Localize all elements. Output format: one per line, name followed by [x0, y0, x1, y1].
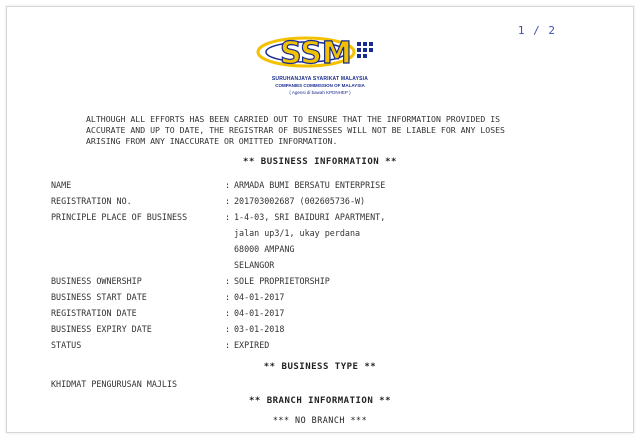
registration-date-value: 04-01-2017 [234, 308, 285, 318]
address-line: 1-4-03, SRI BAIDURI APARTMENT, [234, 212, 386, 222]
colon: : [225, 324, 231, 334]
start-date-value: 04-01-2017 [234, 292, 285, 302]
ownership-label: BUSINESS OWNERSHIP [51, 276, 142, 286]
business-info-heading: ** BUSINESS INFORMATION ** [243, 157, 397, 167]
business-type-value: KHIDMAT PENGURUSAN MAJLIS [51, 379, 178, 389]
colon: : [225, 308, 231, 318]
page-indicator: 1 / 2 [517, 24, 556, 37]
disclaimer-line: ARISING FROM ANY INACCURATE OR OMITTED INFORMATION. [86, 136, 338, 146]
disclaimer-line: ALTHOUGH ALL EFFORTS HAS BEEN CARRIED OUT TO ENSURE THAT THE INFORMATION PROVIDED IS [86, 114, 501, 124]
status-value: EXPIRED [234, 340, 270, 350]
name-label: NAME [51, 180, 72, 190]
business-type-heading: ** BUSINESS TYPE ** [263, 362, 377, 372]
branch-info-value: *** NO BRANCH *** [272, 415, 368, 425]
logo-text: SSM [280, 36, 352, 71]
registration-no-label: REGISTRATION NO. [51, 196, 132, 206]
expiry-date-label: BUSINESS EXPIRY DATE [51, 324, 152, 334]
start-date-label: BUSINESS START DATE [51, 292, 147, 302]
colon: : [225, 212, 231, 222]
colon: : [225, 196, 231, 206]
address-line: jalan up3/1, ukay perdana [234, 228, 361, 238]
branch-info-heading: ** BRANCH INFORMATION ** [248, 396, 392, 406]
colon: : [225, 292, 231, 302]
org-name-english: COMPANIES COMMISSION OF MALAYSIA [275, 83, 365, 88]
org-name-malay: SURUHANJAYA SYARIKAT MALAYSIA [271, 76, 369, 82]
expiry-date-value: 03-01-2018 [234, 324, 285, 334]
name-value: ARMADA BUMI BERSATU ENTERPRISE [234, 180, 386, 190]
disclaimer-line: ACCURATE AND UP TO DATE, THE REGISTRAR OF BUSINESSES WILL NOT BE LIABLE FOR ANY LOSES [86, 125, 505, 135]
ssm-logo [254, 30, 384, 108]
address-line: SELANGOR [234, 260, 275, 270]
status-label: STATUS [51, 340, 82, 350]
colon: : [225, 276, 231, 286]
disclaimer [86, 114, 546, 147]
address-line: 68000 AMPANG [234, 244, 295, 254]
colon: : [225, 180, 231, 190]
colon: : [225, 340, 231, 350]
ownership-value: SOLE PROPRIETORSHIP [234, 276, 330, 286]
org-agency-note: ( Agensi di bawah KPDNHEP ) [289, 90, 351, 95]
registration-date-label: REGISTRATION DATE [51, 308, 137, 318]
registration-no-value: 201703002687 (002605736-W) [234, 196, 366, 206]
principal-place-label: PRINCIPLE PLACE OF BUSINESS [51, 212, 188, 222]
